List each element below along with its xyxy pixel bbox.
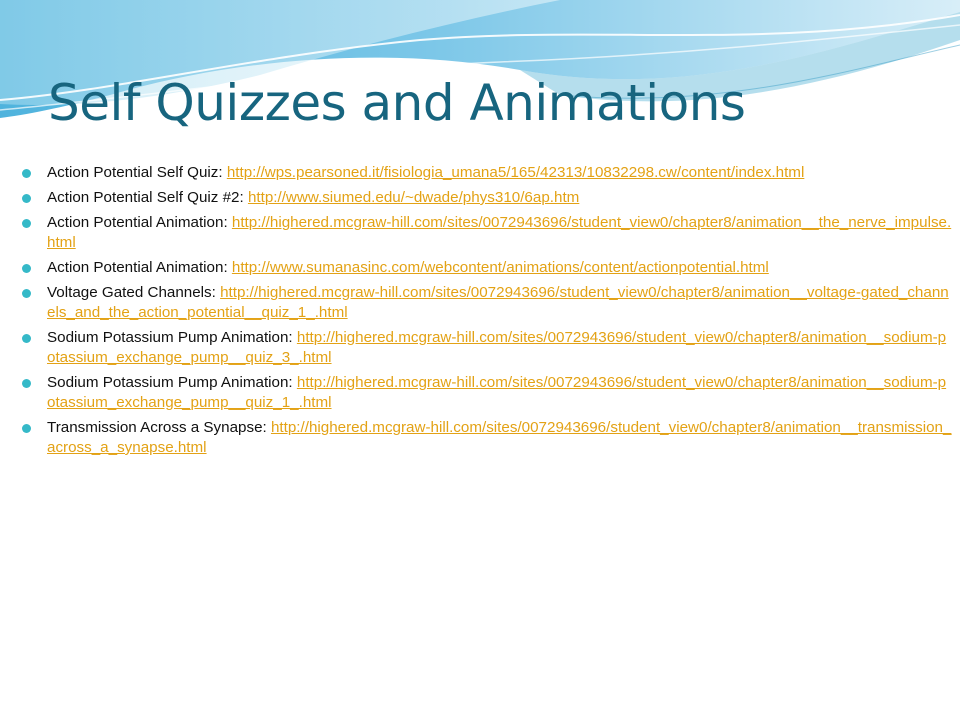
link-list	[22, 163, 952, 463]
item-label: Sodium Potassium Pump Animation:	[47, 374, 297, 391]
bullet-icon	[22, 219, 31, 228]
list-item	[22, 328, 952, 368]
bullet-icon	[22, 424, 31, 433]
item-link[interactable]: http://highered.mcgraw-hill.com/sites/0072943696/student_view0/chapter8/animation__the_nerve_impulse.html	[47, 214, 952, 251]
bullet-icon	[22, 289, 31, 298]
bullet-icon	[22, 334, 31, 343]
item-label: Sodium Potassium Pump Animation:	[47, 329, 297, 346]
item-link[interactable]: http://www.siumed.edu/~dwade/phys310/6ap.htm	[247, 189, 580, 206]
page-title: Self Quizzes and Animations	[48, 74, 746, 132]
list-item	[22, 373, 952, 413]
item-link[interactable]: http://www.sumanasinc.com/webcontent/animations/content/actionpotential.html	[231, 259, 769, 276]
item-label: Action Potential Self Quiz:	[47, 164, 227, 181]
item-link[interactable]: http://highered.mcgraw-hill.com/sites/0072943696/student_view0/chapter8/animation__sodium-potassium_exchange_pump__quiz_3_.html	[47, 329, 947, 366]
item-link[interactable]: http://wps.pearsoned.it/fisiologia_umana5/165/42313/10832298.cw/content/index.html	[226, 164, 805, 181]
item-link[interactable]: http://highered.mcgraw-hill.com/sites/0072943696/student_view0/chapter8/animation__sodium-potassium_exchange_pump__quiz_1_.html	[47, 374, 947, 411]
bullet-icon	[22, 169, 31, 178]
item-label: Transmission Across a Synapse:	[47, 419, 271, 436]
list-item	[22, 258, 952, 278]
bullet-icon	[22, 194, 31, 203]
item-label: Action Potential Animation:	[47, 259, 232, 276]
list-item	[22, 283, 952, 323]
list-item	[22, 163, 952, 183]
item-link[interactable]: http://highered.mcgraw-hill.com/sites/0072943696/student_view0/chapter8/animation__transmission_across_a_synapse.html	[47, 419, 952, 456]
item-label: Action Potential Animation:	[47, 214, 232, 231]
bullet-icon	[22, 379, 31, 388]
item-link[interactable]: http://highered.mcgraw-hill.com/sites/0072943696/student_view0/chapter8/animation__voltage-gated_channels_and_the_action_potential__quiz_1_.html	[47, 284, 949, 321]
bullet-icon	[22, 264, 31, 273]
item-label: Action Potential Self Quiz #2:	[47, 189, 248, 206]
item-label: Voltage Gated Channels:	[47, 284, 221, 301]
list-item	[22, 188, 952, 208]
list-item	[22, 418, 952, 458]
list-item	[22, 213, 952, 253]
